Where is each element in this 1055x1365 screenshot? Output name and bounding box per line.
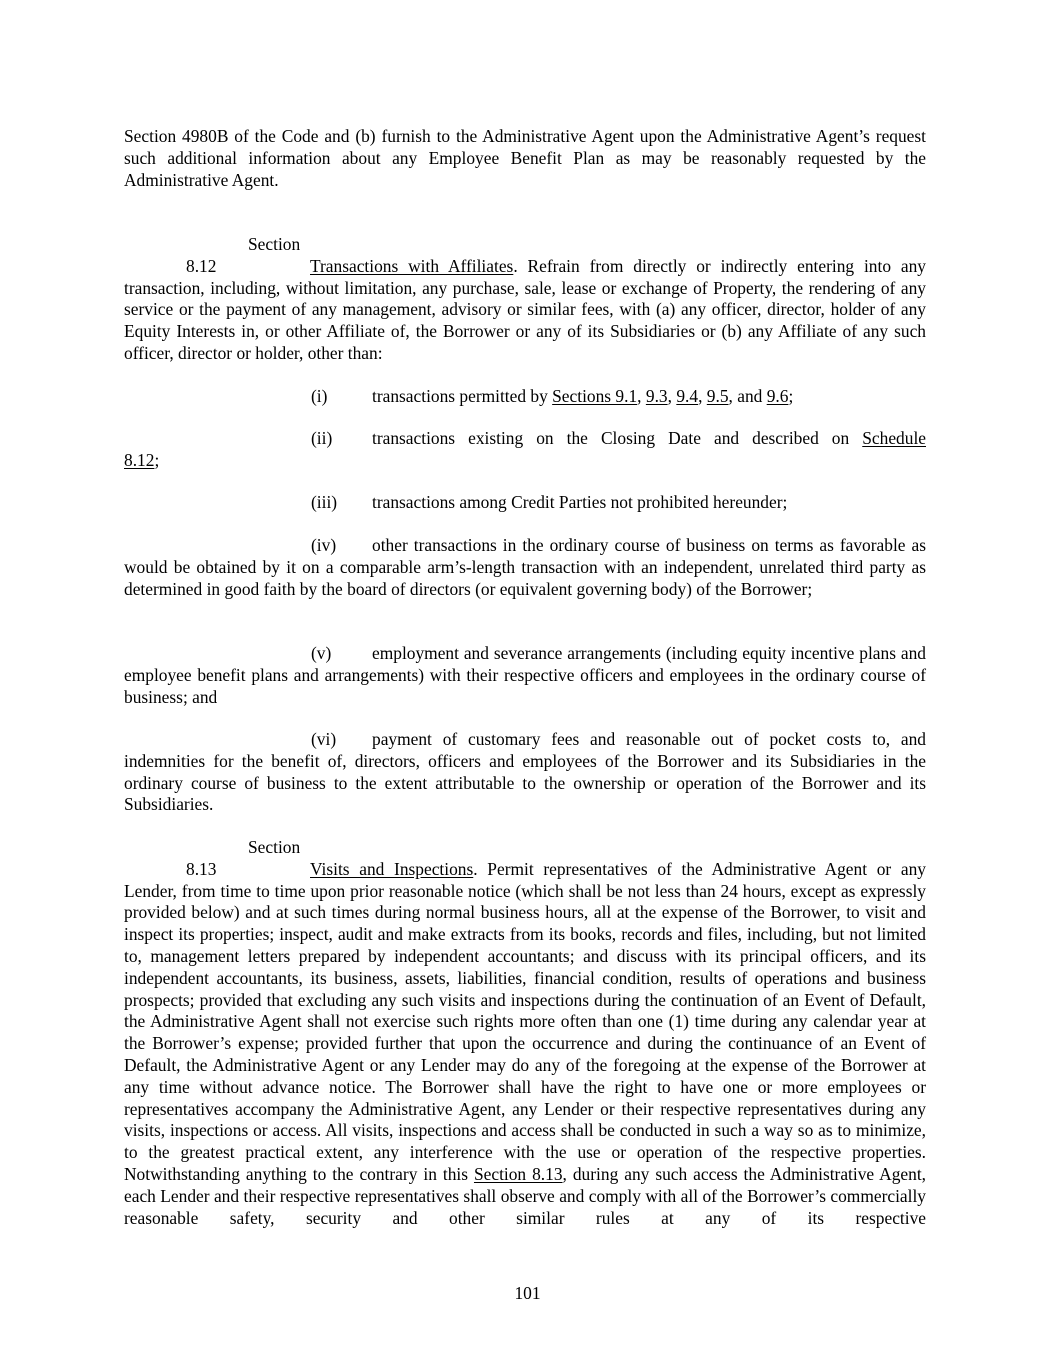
- section-8-12-body: Refrain from directly or indirectly entering into any transaction, including, without limitation, any purchase, sale, lease or exchange of Property, the rendering of any service or the payment of any management, advisory or similar fees, with (a) any officer, director, holder of any Equity Interests in, or other Affiliate of, the Borrower or any of its Subsidiaries or (b) any Affiliate of any such officer, director or holder, other than:: [124, 255, 926, 363]
- list-item-i: [124, 386, 926, 408]
- section-8-13: Section 8.13 Visits and Inspections. Permit representatives of the Administrative Agent or any Lender, from time to time upon prior reasonable notice (which shall be not less than 24 hours, except as expressly provided below) and at such times during normal business hours, all at the expense of the Borrower, to visit and inspect its properties; inspect, audit and make extracts from its books, records and files, including, but not limited to, management letters prepared by independent accountants; and discuss with its principal officers, and its independent accountants, its business, assets, liabilities, financial condition, results of operations and business prospects; provided that excluding any such visits and inspections during the continuation of an Event of Default, the Administrative Agent shall not exercise such rights more often than one (1) time during any calendar year at the Borrower’s expense; provided further that upon the occurrence and during the continuance of an Event of Default, the Administrative Agent or any Lender may do any of the foregoing at the expense of the Borrower at any time without advance notice. The Borrower shall have the right to have one or more employees or representatives accompany the Administrative Agent, any Lender or their respective representatives during any visits, inspections or access. All visits, inspections and access shall be conducted in such a way so as to minimize, to the greatest practical extent, any interference with the use or operation of the respective properties. Notwithstanding anything to the contrary in this Section 8.13, during any such access the Administrative Agent, each Lender and their respective representatives shall observe and comply with all of the Borrower’s commercially reasonable safety, security and other similar rules at any of its respective: [124, 837, 927, 1228]
- section-8-12-title: Transactions with Affiliates: [310, 255, 514, 276]
- list-item-ii: [124, 428, 926, 472]
- item-number: (vi): [311, 729, 337, 749]
- item-number: (v): [311, 643, 332, 663]
- list-item-iv: [124, 535, 926, 600]
- item-text: employment and severance arrangements (including equity incentive plans and employee benefit plans and arrangements) with their respective officers and employees in the ordinary course of business; and: [124, 643, 926, 707]
- item-number: (iv): [311, 535, 337, 555]
- page-number: 101: [514, 1283, 541, 1303]
- item-text: payment of customary fees and reasonable out of pocket costs to, and indemnities for the benefit of, directors, officers and employees of the Borrower and its Subsidiaries in the ordinary course of business to the extent attributable to the ownership or operation of the Borrower and its Subsidiaries.: [124, 729, 926, 815]
- list-item-v: [124, 643, 926, 708]
- section-8-12-label: Section 8.12: [186, 234, 301, 276]
- section-8-13-body: Permit representatives of the Administrative Agent or any Lender, from time to time upon prior reasonable notice (which shall be not less than 24 hours, except as expressly provided below) and at such times during normal business hours, all at the expense of the Borrower, to visit and inspect its properties; inspect, audit and make extracts from its books, records and files, including, but not limited to, management letters prepared by independent accountants; and discuss with its principal officers, and its independent accountants, its business, assets, liabilities, financial condition, results of operations and business prospects; provided that excluding any such visits and inspections during the continuation of an Event of Default, the Administrative Agent shall not exercise such rights more often than one (1) time during any calendar year at the Borrower’s expense; provided further that upon the occurrence and during the continuance of an Event of Default, the Administrative Agent or any Lender may do any of the foregoing at the expense of the Borrower at any time without advance notice. The Borrower shall have the right to have one or more employees or representatives accompany the Administrative Agent, any Lender or their respective representatives during any visits, inspections or access. All visits, inspections and access shall be conducted in such a way so as to minimize, to the greatest practical extent, any interference with the use or operation of the respective properties. Notwithstanding anything to the contrary in this: [124, 858, 927, 1184]
- item-text: transactions permitted by Sections 9.1, 9.3, 9.4, 9.5, and 9.6;: [372, 386, 794, 406]
- item-text: transactions existing on the Closing Date and described on Schedule: [372, 428, 926, 448]
- section-8-13-ref: Section 8.13: [473, 1163, 563, 1184]
- continuation-paragraph: Section 4980B of the Code and (b) furnish to the Administrative Agent upon the Administrative Agent’s request such additional information about any Employee Benefit Plan as may be reasonably requested by the Administrative Agent.: [124, 126, 926, 190]
- list-item-iii: [124, 492, 926, 514]
- section-8-13-body-end: , during any such access the Administrative Agent, each Lender and their respective representatives shall observe and comply with all of the Borrower’s commercially reasonable safety, security and other similar rules at any of its respective: [124, 1163, 926, 1228]
- item-number: (iii): [311, 492, 338, 512]
- item-number: (i): [311, 386, 328, 406]
- item-number: (ii): [311, 428, 333, 448]
- section-8-13-label: Section 8.13: [186, 837, 301, 879]
- item-text-continuation: 8.12;: [124, 450, 160, 470]
- item-text: transactions among Credit Parties not prohibited hereunder;: [372, 492, 788, 512]
- section-8-12: Section 8.12 Transactions with Affiliates. Refrain from directly or indirectly entering into any transaction, including, without limitation, any purchase, sale, lease or exchange of Property, the rendering of any service or the payment of any management, advisory or similar fees, with (a) any officer, director, holder of any Equity Interests in, or other Affiliate of, the Borrower or any of its Subsidiaries or (b) any Affiliate of any such officer, director or holder, other than:: [124, 234, 926, 363]
- list-item-vi: [124, 729, 926, 816]
- item-text: other transactions in the ordinary course of business on terms as favorable as would be obtained by it on a comparable arm’s-length transaction with an independent, unrelated third party as determined in good faith by the board of directors (or equivalent governing body) of the Borrower;: [124, 535, 926, 599]
- section-8-13-title: Visits and Inspections: [310, 858, 474, 879]
